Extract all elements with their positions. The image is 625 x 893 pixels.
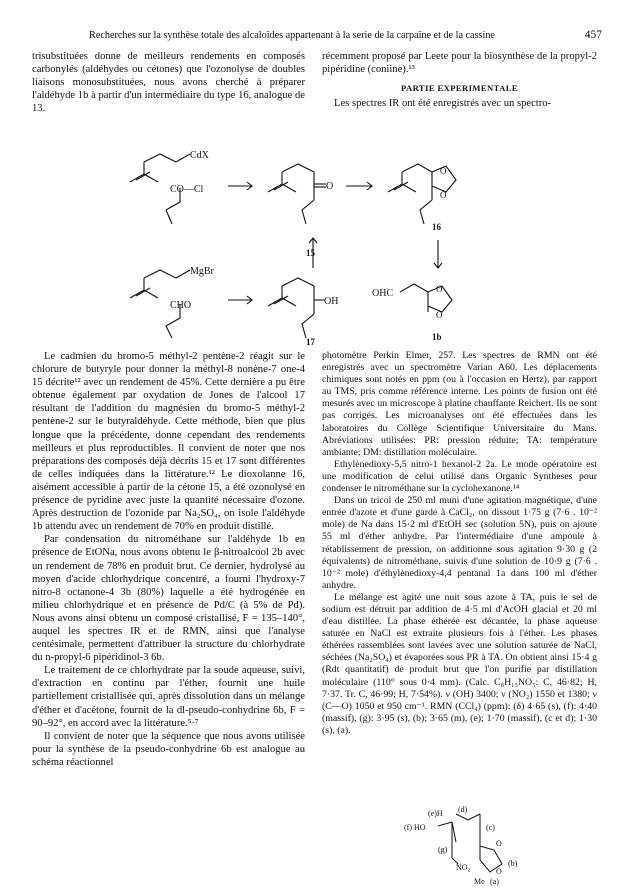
nmr-structure-figure: [392, 800, 542, 890]
bottom-left-column: [32, 350, 305, 769]
page-number: 457: [584, 29, 602, 41]
nmr-ring-o1: O: [496, 839, 502, 848]
chain-bond: [144, 154, 176, 162]
nmr-label-fho: (f) HO: [404, 823, 426, 832]
scheme-1b-ring-o1: O: [436, 284, 443, 294]
nmr-label-b: (b): [508, 859, 518, 868]
scheme-ohc-label: OHC: [372, 288, 394, 299]
bottom-right-column: [322, 350, 597, 737]
scheme-ketone-o: O: [326, 181, 334, 192]
scheme-cdx-label: CdX: [190, 150, 209, 161]
nmr-label-a: (a): [490, 877, 499, 886]
running-header: [32, 29, 602, 41]
compound-label-17: 17: [306, 337, 315, 345]
nmr-label-c: (c): [486, 823, 495, 832]
paragraph-experimental-start: Les spectres IR ont été enregistrés avec un spectro-: [334, 98, 552, 110]
scheme-ring-o1: O: [440, 166, 447, 176]
paragraph-hydrochloride: Le traitement de ce chlorhydrate par la soude aqueuse, suivi, d'extraction en continu par l'éther, fournit une huile partiellement cristallisée qui, après dissolution dans un mélange d'éther et d'acétone, fournit de la dl-pseudo-conhydrine 6b, F = 90–92°, en accord avec la littérature.⁵·⁷: [32, 665, 305, 729]
scheme-cocl-label: CO—Cl: [170, 184, 204, 195]
paragraph-top-right: récemment proposé par Leete pour la biosynthèse de la propyl-2 pipéridine (coniine).¹³: [322, 51, 597, 76]
nmr-label-d: (d): [458, 805, 468, 814]
scheme-cho-label: CHO: [170, 300, 192, 311]
top-right-column: [322, 50, 597, 110]
paragraph-nitromethane: Par condensation du nitrométhane sur l'aldéhyde 1b en présence de EtONa, nous avons obtenu le β-nitroalcool 2b avec un rendement de 78% en produit brut. Ce dernier, hydrolysé au moyen d'acide chlorhydrique concentré, a fourni l'hydroxy-7 nitro-8 octanone-4 3b (80%) laquelle a été hydrogénée en milieu chlorhydrique et en présence de Pd/C (à 5% de Pd). Nous avons ainsi obtenu un composé cristallisé, F = 135–140°, auquel les spectres IR et de RMN, ainsi que l'analyse centésimale, permettent d'attribuer la structure du chlorhydrate du n-propyl-6 pipéridinol-3 6b.: [32, 534, 305, 664]
compound-label-15: 15: [306, 248, 315, 258]
paragraph-instruments: photomètre Perkin Elmer, 257. Les spectres de RMN ont été enregistrés avec un spectromètre Varian A60. Les déplacements chimiques sont notés en ppm (ou à l'occasion en Hertz), par rapport au TMS, pris comme référence interne. Les points de fusion ont été mesurés avec un microscope à platine chauffante Reichert. Ils ne sont pas corrigés. Les microanalyses ont été effectuées dans les laboratoires du Collège Scientifique Universitaire du Mans. Abréviations utilisées: PR: pression réduite; TA: température ambiante; DM: distillation moléculaire.: [322, 350, 597, 458]
scheme-oh-label: OH: [324, 296, 339, 307]
paragraph-compound-2a: Ethylènedioxy-5,5 nitro-1 hexanol-2 2a. Le mode opératoire est une modification de celui utilisé dans Organic Syntheses pour condenser le nitrométhane sur la cyclohexanone.¹⁴: [322, 458, 597, 495]
scheme-mgbr-label: MgBr: [190, 266, 214, 277]
nmr-label-me: Me: [474, 877, 485, 886]
paragraph-sequence: Il convient de noter que la séquence que nous avons utilisée pour la synthèse de la pseudo-conhydrine 6b est analogue au schéma réactionnel: [32, 730, 305, 768]
methyl-bond: [144, 174, 158, 182]
nmr-label-g: (g): [438, 845, 448, 854]
scheme-ring-o2: O: [440, 190, 447, 200]
paragraph-workup: Le mélange est agité une nuit sous azote à TA, puis le sel de sodium est détruit par addition de 4·5 ml d'AcOH glacial et 20 ml d'eau distillée. La phase éthérée est décantée, la phase aqueuse saturée en NaCl est extraite plusieurs fois à l'éther. Les phases éthérées rassemblées sont lavées avec une solution saturée de NaCl, séchées (Na₂SO₄) et évaporées sous PR à TA. On obtient ainsi 15·4 g (Rdt quantitatif) de produit brut que l'on purifie par distillation moléculaire (110° sous 0·4 mm). (Calc. C₈H₁₅NO₅: C, 46·82; H, 7·37. Tr. C, 46·99; H, 7·54%). ν (OH) 3400; ν (NO₂) 1550 et 1380; ν (C—O) 1050 et 950 cm⁻¹. RMN (CCl₄) (ppm): (δ) 4·65 (s), (f): 4·40 (massif), (g): 3·95 (s), (b); 3·65 (m), (e); 1·70 (massif), (c et d); 1·30 (s), (a).: [322, 591, 597, 736]
paragraph-procedure: Dans un tricol de 250 ml muni d'une agitation magnétique, d'une entrée d'azote et d'une garde à CaCl₂, on dissout 1·75 g (7·6 . 10⁻² mole) de Na dans 15·2 ml d'EtOH sec (solution 5N), puis on ajoute 55 ml d'éther anhydre. Par l'intermédiaire d'une ampoule à rétablissement de pression, on additionne sous agitation 9·30 g (2 équivalents) de nitrométhane, suivis d'une solution de 10·9 g (7·6 . 10⁻² mole) d'éthylènedioxy-4,4 pentanal 1a dans 100 ml d'éther anhydre.: [322, 495, 597, 591]
nmr-ring-o2: O: [496, 867, 502, 876]
compound-label-1b: 1b: [432, 332, 442, 342]
ketone-chain: [282, 164, 314, 200]
paragraph-cadmium: Le cadmien du bromo-5 méthyl-2 pentène-2 réagit sur le chlorure de butyryle pour donner la méthyl-8 nonène-7 one-4 15 décrite¹² avec un rendement de 45%. Cette dernière a pu être obtenue également par oxydation de Jones de l'alcool 17 résultant de l'addition du magnésien du bromo-5 méthyl-2 pentène-2 sur le butyraldéhyde. Cette méthode, bien que plus longue que la précédente, donne cependant des rendements meilleurs et plus reproductibles. Il convient de noter que nos préparations des composés déjà décrits 15 et 17 sont différentes de celles indiquées dans la littérature.¹² Le dioxolanne 16, aisément accessible à partir de la cétone 15, a été ozonolysé en présence de pyridine avec juste la quantité nécessaire d'ozone. Après destruction de l'ozonide par Na₂SO₄, on isole l'aldéhyde 1b attendu avec un rendement de 70% en produit distillé.: [32, 351, 305, 533]
running-title: Recherches sur la synthèse totale des alcaloïdes appartenant à la serie de la carpaïne et de la cassine: [89, 30, 495, 41]
scheme-1b-ring-o2: O: [436, 310, 443, 320]
reaction-scheme: [110, 140, 540, 345]
top-left-column: [32, 50, 305, 115]
compound-label-16: 16: [432, 222, 441, 232]
nmr-label-eh: (e)H: [428, 809, 443, 818]
nmr-label-no2: NO₂: [456, 863, 471, 872]
section-title: PARTIE EXPERIMENTALE: [401, 83, 518, 94]
paragraph-top-left: trisubstituées donne de meilleurs rendements en composés carbonylés (aldéhydes ou cétones) que l'ozonolyse de doubles liaisons monosubstituées, nous avons cherché à préparer l'aldéhyde 1b à partir d'un intermédiaire du type 16, analogue de 13.: [32, 51, 305, 115]
